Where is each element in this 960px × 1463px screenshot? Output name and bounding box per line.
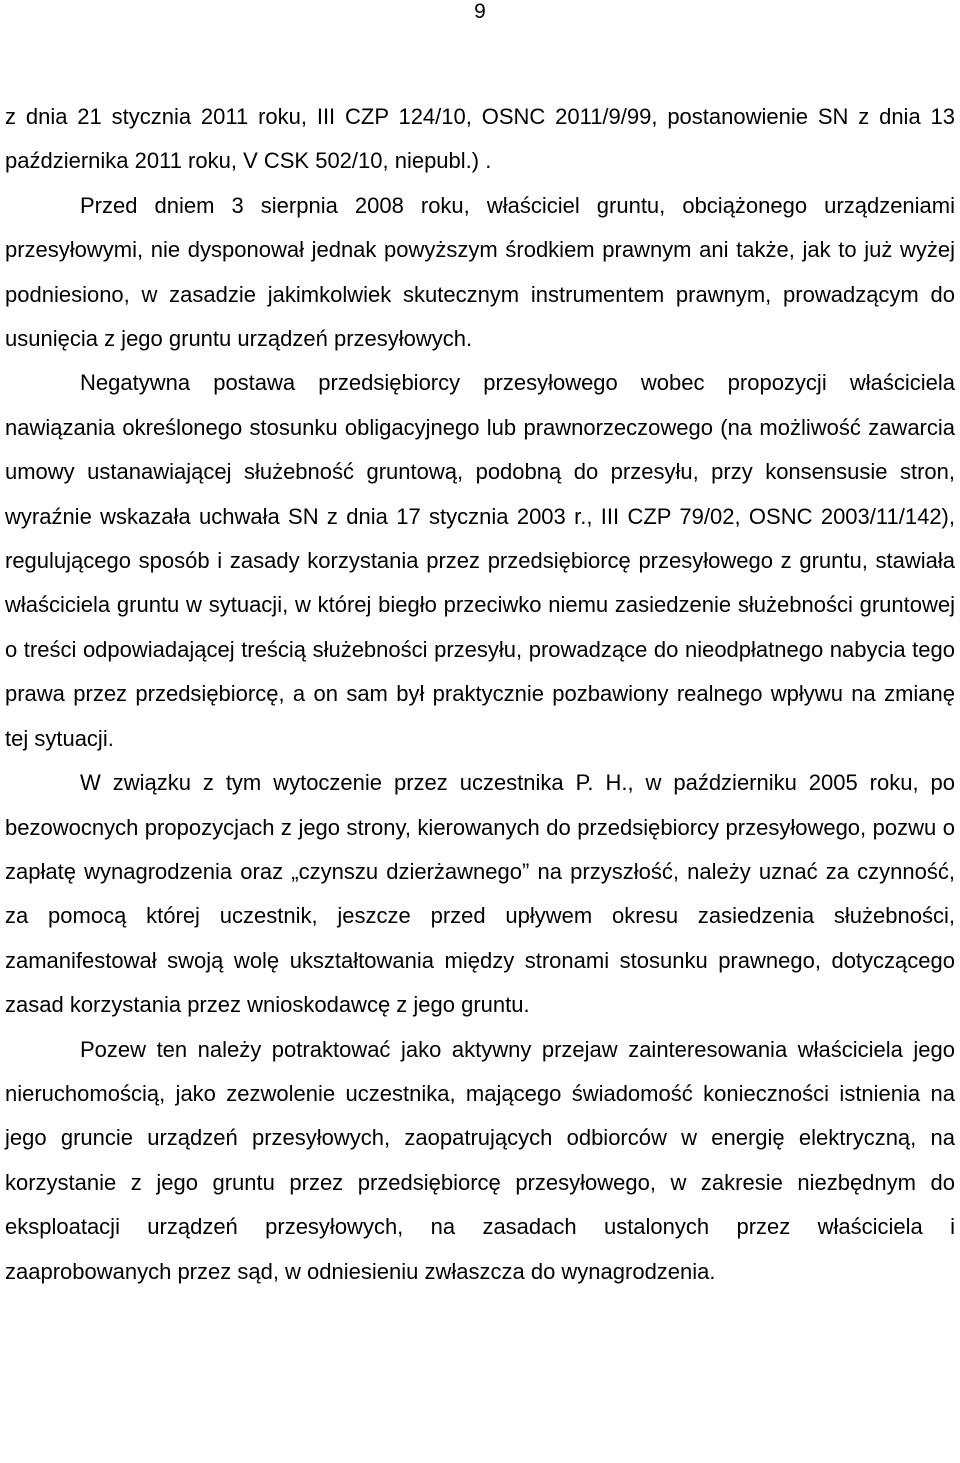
- paragraph-active-interest: Pozew ten należy potraktować jako aktywny przejaw zainteresowania właściciela jego nieruchomością, jako zezwolenie uczestnika, mającego świadomość konieczności istnienia na jego gruncie urządzeń przesyłowych, zaopatrujących odbiorców w energię elektryczną, na korzystanie z jego gruntu przez przedsiębiorcę przesyłowego, w zakresie niezbędnym do eksploatacji urządzeń przesyłowych, na zasadach ustalonych przez właściciela i zaaprobowanych przez sąd, w odniesieniu zwłaszcza do wynagrodzenia.: [5, 1036, 955, 1284]
- paragraph-negative-attitude: Negatywna postawa przedsiębiorcy przesyłowego wobec propozycji właściciela nawiązania określonego stosunku obligacyjnego lub prawnorzeczowego (na możliwość zawarcia umowy ustanawiającej służebność gruntową, podobną do przesyłu, przy konsensusie stron, wyraźnie wskazała uchwała SN z dnia 17 stycznia 2003 r., III CZP 79/02, OSNC 2003/11/142), regulującego sposób i zasady korzystania przez przedsiębiorcę przesyłowego z gruntu, stawiała właściciela gruntu w sytuacji, w której biegło przeciwko niemu zasiedzenie służebności gruntowej o treści odpowiadającej treścią służebności przesyłu, prowadzące do nieodpłatnego nabycia tego prawa przez przedsiębiorcę, a on sam był praktycznie pozbawiony realnego wpływu na zmianę tej sytuacji.: [5, 370, 955, 751]
- paragraph-citation-continuation: z dnia 21 stycznia 2011 roku, III CZP 124/10, OSNC 2011/9/99, postanowienie SN z dnia 13 października 2011 roku, V CSK 502/10, niepubl.) .: [5, 104, 955, 174]
- paragraph-lawsuit-2005: W związku z tym wytoczenie przez uczestnika P. H., w październiku 2005 roku, po bezowocnych propozycjach z jego strony, kierowanych do przedsiębiorcy przesyłowego, pozwu o zapłatę wynagrodzenia oraz „czynszu dzierżawnego” na przyszłość, należy uznać za czynność, za pomocą której uczestnik, jeszcze przed upływem okresu zasiedzenia służebności, zamanifestował swoją wolę ukształtowania między stronami stosunku prawnego, dotyczącego zasad korzystania przez wnioskodawcę z jego gruntu.: [5, 770, 955, 1018]
- document-body: [5, 95, 955, 1294]
- paragraph-before-2008: Przed dniem 3 sierpnia 2008 roku, właściciel gruntu, obciążonego urządzeniami przesyłowymi, nie dysponował jednak powyższym środkiem prawnym ani także, jak to już wyżej podniesiono, w zasadzie jakimkolwiek skutecznym instrumentem prawnym, prowadzącym do usunięcia z jego gruntu urządzeń przesyłowych.: [5, 192, 955, 352]
- page-number: 9: [474, 0, 486, 23]
